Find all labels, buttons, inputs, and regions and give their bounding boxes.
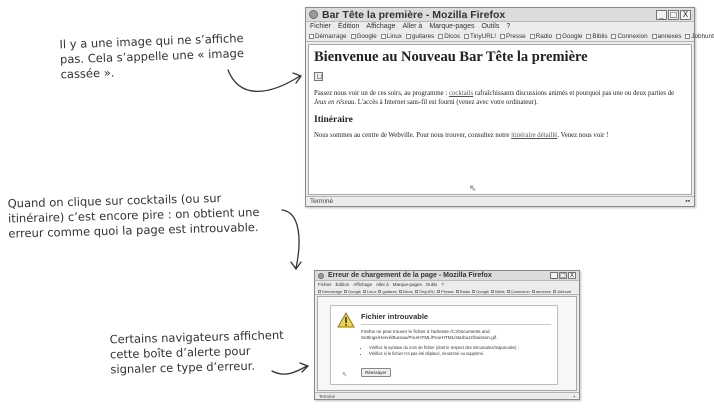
bookmark-icon bbox=[611, 34, 616, 39]
bookmark-icon bbox=[415, 290, 418, 293]
retry-button[interactable]: Réessayer bbox=[361, 368, 391, 377]
error-message: Firefox ne peut trouver le fichier à l'adresse /C:/Documents and Settings/Hervé/Bureau/PourHTML/PourHTML/starbuzz/boisson.gif. bbox=[361, 329, 498, 340]
itinerary-text-end: . Venez nous voir ! bbox=[557, 132, 609, 139]
close-button[interactable]: X bbox=[680, 10, 691, 20]
bookmark-item[interactable]: Presse bbox=[437, 288, 453, 294]
itinerary-heading: Itinéraire bbox=[314, 115, 353, 125]
broken-image-icon bbox=[314, 72, 323, 81]
page-heading: Bienvenue au Nouveau Bar Tête la première bbox=[314, 49, 588, 65]
status-icon: ▪ bbox=[573, 394, 575, 399]
warning-icon bbox=[337, 312, 355, 328]
intro-text-end: . L'accès à Internet sans-fil est fourni (venez avec votre ordinateur). bbox=[354, 99, 538, 106]
bookmark-icon bbox=[437, 290, 440, 293]
bookmark-icon bbox=[586, 34, 591, 39]
bookmark-icon bbox=[652, 34, 657, 39]
bookmark-icon bbox=[472, 290, 475, 293]
bookmark-item[interactable]: guitares bbox=[378, 288, 396, 294]
menu-edition[interactable]: Édition bbox=[338, 23, 360, 30]
intro-paragraph bbox=[314, 89, 686, 107]
bookmark-icon bbox=[456, 290, 459, 293]
window-title: Erreur de chargement de la page - Mozilla Firefox bbox=[328, 272, 492, 279]
intro-text-start: Passez nous voir un de ces soirs, au programme : bbox=[314, 90, 449, 97]
menu-affichage[interactable]: Affichage bbox=[366, 23, 396, 30]
bookmark-icon bbox=[556, 34, 561, 39]
bookmark-item[interactable]: guitares bbox=[406, 32, 434, 41]
annotation-broken-image: Il y a une image qui ne s’affiche pas. Cela s’appelle une « image cassée ». bbox=[59, 30, 245, 82]
error-tip: • Vérifiez la syntaxe du nom de fichier (dont le respect des minuscules/majuscules) ; bbox=[369, 345, 551, 351]
window-title: Bar Tête la première - Mozilla Firefox bbox=[322, 8, 506, 21]
menu-aide[interactable]: ? bbox=[441, 282, 444, 287]
bookmark-item[interactable]: Google bbox=[472, 288, 489, 294]
bookmark-icon bbox=[464, 34, 469, 39]
bookmark-icon bbox=[406, 34, 411, 39]
error-title: Fichier introuvable bbox=[361, 312, 551, 325]
bookmark-icon bbox=[532, 290, 535, 293]
menu-outils[interactable]: Outils bbox=[425, 282, 438, 287]
firefox-window-error bbox=[314, 270, 580, 400]
bookmark-item[interactable]: Jobhunt bbox=[685, 32, 713, 41]
itinerary-link[interactable]: itinéraire détaillé bbox=[511, 132, 558, 139]
menu-bar bbox=[306, 22, 694, 32]
arrow-head-3 bbox=[300, 363, 308, 372]
arrow-to-error-window bbox=[282, 210, 299, 268]
status-text: Terminé bbox=[310, 198, 334, 205]
bookmark-icon bbox=[500, 34, 505, 39]
bookmark-item[interactable]: annexes bbox=[652, 32, 682, 41]
mouse-cursor-icon: ⇖ bbox=[342, 372, 348, 378]
bookmark-item[interactable]: Démarrage bbox=[309, 32, 347, 41]
bookmark-item[interactable]: Linux bbox=[363, 288, 377, 294]
bookmark-item[interactable]: Google bbox=[344, 288, 361, 294]
bookmarks-toolbar bbox=[306, 32, 714, 42]
error-tip: • Vérifiez si le fichier n'a pas été déplacé, renommé ou supprimé. bbox=[369, 351, 551, 357]
mouse-cursor-icon: ⇖ bbox=[469, 183, 477, 193]
menu-marque-pages[interactable]: Marque-pages bbox=[429, 23, 475, 30]
firefox-icon bbox=[309, 10, 318, 19]
window-titlebar[interactable] bbox=[315, 271, 579, 281]
menu-aller[interactable]: Aller à bbox=[402, 23, 423, 30]
bookmark-item[interactable]: Biblis bbox=[491, 288, 505, 294]
bookmark-item[interactable]: TinyURL! bbox=[415, 288, 436, 294]
bookmark-item[interactable]: Biblis bbox=[586, 32, 607, 41]
menu-fichier[interactable]: Fichier bbox=[310, 23, 332, 30]
menu-aller[interactable]: Aller à bbox=[375, 282, 389, 287]
bookmark-item[interactable]: Jobhunt bbox=[553, 288, 571, 294]
error-alert-box bbox=[330, 305, 558, 385]
status-bar bbox=[315, 392, 579, 399]
firefox-icon bbox=[318, 273, 324, 279]
menu-edition[interactable]: Édition bbox=[335, 282, 350, 287]
bookmark-icon bbox=[378, 290, 381, 293]
menu-marque-pages[interactable]: Marque-pages bbox=[392, 282, 422, 287]
bookmarks-toolbar bbox=[315, 288, 579, 295]
arrow-head-1 bbox=[293, 73, 301, 83]
bookmark-item[interactable]: Radio bbox=[530, 32, 552, 41]
bookmark-item[interactable]: Google bbox=[556, 32, 582, 41]
bookmark-item[interactable]: Connexion bbox=[611, 32, 647, 41]
menu-affichage[interactable]: Affichage bbox=[353, 282, 372, 287]
menu-fichier[interactable]: Fichier bbox=[318, 282, 332, 287]
bookmark-item[interactable]: TinyURL! bbox=[464, 32, 496, 41]
bookmark-icon bbox=[344, 290, 347, 293]
close-button[interactable]: X bbox=[569, 272, 575, 279]
annotation-page-not-found: Quand on clique sur cocktails (ou sur itinéraire) c’est encore pire : on obtient une erreur comme quoi la page est introuvable. bbox=[7, 190, 260, 241]
window-titlebar[interactable] bbox=[306, 8, 694, 22]
bookmark-item[interactable]: Linux bbox=[381, 32, 402, 41]
bookmark-icon bbox=[553, 290, 556, 293]
bookmark-icon bbox=[351, 34, 356, 39]
bookmark-item[interactable]: Dicos bbox=[399, 288, 413, 294]
bookmark-icon bbox=[507, 290, 510, 293]
error-body bbox=[361, 312, 551, 378]
bookmark-item[interactable]: annexes bbox=[532, 288, 551, 294]
firefox-window-page bbox=[305, 7, 714, 207]
intro-text-mid: rafraîchissants discussions animés et pourquoi pas une ou deux parties de bbox=[473, 90, 675, 97]
cocktails-link[interactable]: cocktails bbox=[448, 90, 474, 97]
bookmark-icon bbox=[318, 290, 321, 293]
bookmark-icon bbox=[685, 34, 690, 39]
error-tips-list bbox=[361, 345, 551, 357]
bookmark-icon bbox=[530, 34, 535, 39]
bookmark-icon bbox=[399, 290, 402, 293]
maximize-button[interactable]: □ bbox=[560, 272, 566, 279]
bookmark-icon bbox=[438, 34, 443, 39]
bookmark-item[interactable]: Radio bbox=[456, 288, 470, 294]
bookmark-item[interactable]: Google bbox=[351, 32, 377, 41]
bookmark-icon bbox=[381, 34, 386, 39]
status-text: Terminé bbox=[319, 394, 336, 399]
bookmark-item[interactable]: Presse bbox=[500, 32, 526, 41]
annotation-alert-box: Certains navigateurs affichent cette boîte d’alerte pour signaler ce type d’erreur. bbox=[109, 327, 284, 377]
minimize-button[interactable]: _ bbox=[656, 10, 667, 20]
menu-outils[interactable]: Outils bbox=[481, 23, 500, 30]
itinerary-text-start: Nous sommes au centre de Webville. Pour nous trouver, consultez notre bbox=[314, 132, 512, 139]
status-icon: ▪▪ bbox=[685, 198, 690, 205]
status-bar bbox=[306, 196, 694, 206]
bookmark-item[interactable]: Dicos bbox=[438, 32, 460, 41]
itinerary-paragraph bbox=[314, 131, 686, 140]
page-viewport[interactable] bbox=[317, 296, 577, 391]
intro-text-italic: Jeux en réseau bbox=[314, 99, 355, 106]
arrow-head-2 bbox=[291, 262, 301, 269]
bookmark-item[interactable]: Connexion bbox=[507, 288, 530, 294]
bookmark-icon bbox=[309, 34, 314, 39]
maximize-button[interactable]: □ bbox=[669, 9, 678, 19]
menu-aide[interactable]: ? bbox=[506, 23, 511, 30]
bookmark-icon bbox=[363, 290, 366, 293]
bookmark-item[interactable]: Démarrage bbox=[318, 288, 342, 294]
bookmark-icon bbox=[491, 290, 494, 293]
page-viewport[interactable] bbox=[308, 44, 692, 195]
minimize-button[interactable]: _ bbox=[550, 272, 558, 279]
